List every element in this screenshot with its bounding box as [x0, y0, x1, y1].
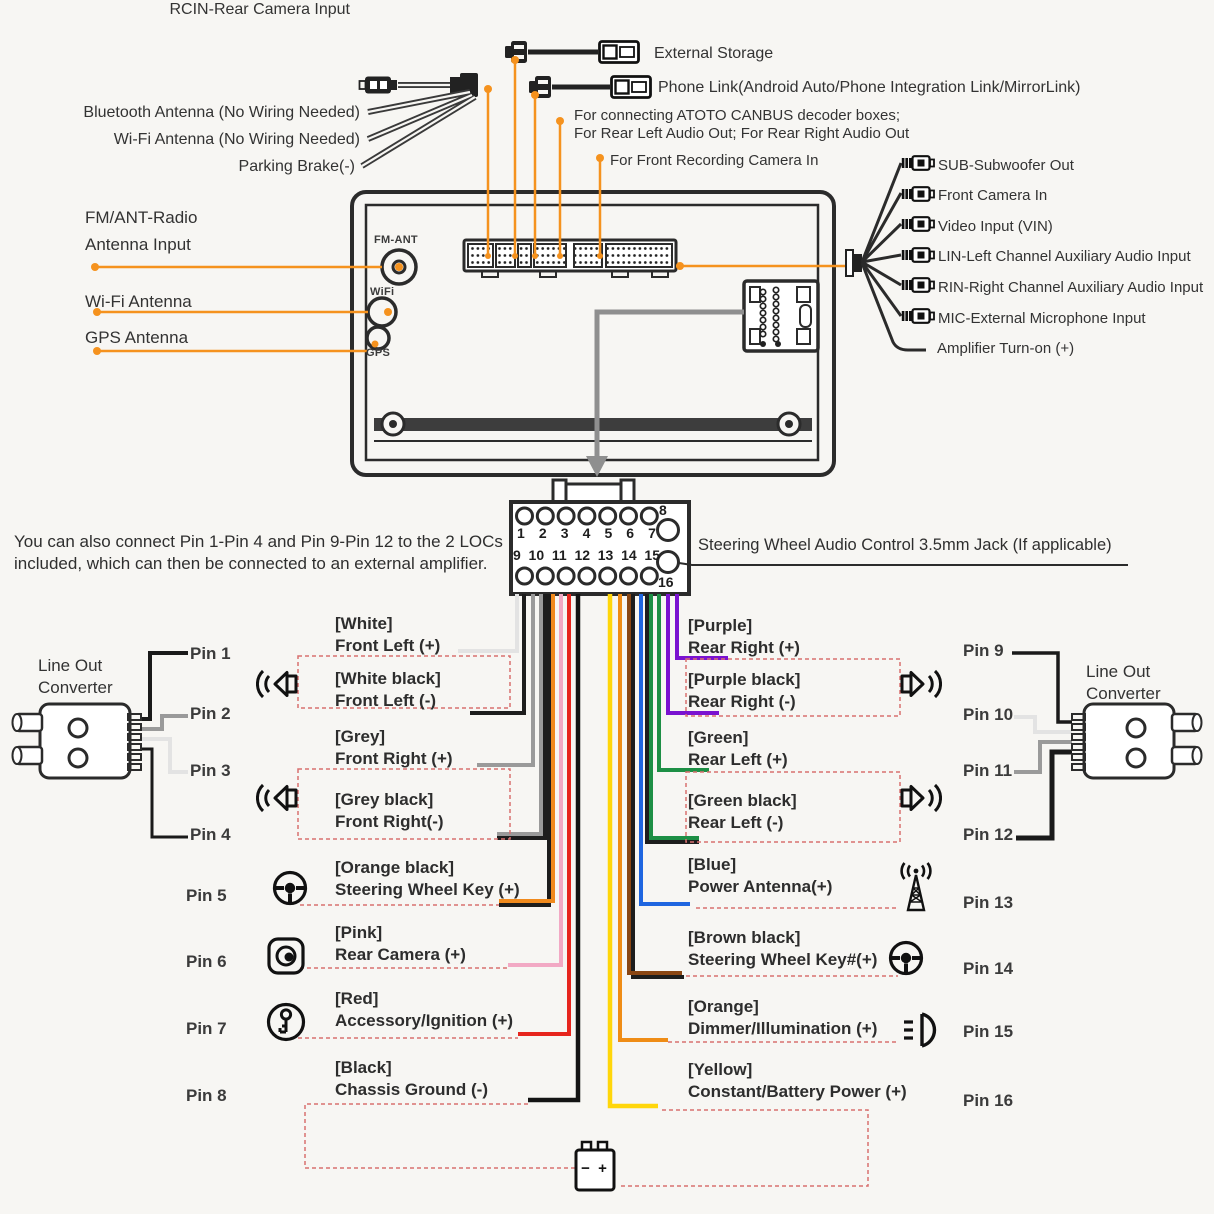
pin-1-label: Pin 1	[190, 644, 231, 663]
rcin-label: RCIN-Rear Camera Input	[169, 1, 350, 18]
rear-camera-icon	[269, 939, 303, 973]
rca-fan	[846, 156, 934, 350]
pin-number-row-2	[513, 547, 660, 563]
video-input-label: Video Input (VIN)	[938, 218, 1053, 235]
sub-out-label: SUB-Subwoofer Out	[938, 157, 1074, 174]
pin-number: 1	[517, 525, 525, 541]
pin-number: 5	[604, 525, 613, 541]
fm-ant-label-line1: FM/ANT-Radio	[85, 208, 198, 227]
pin-number: 2	[538, 525, 547, 541]
wire-grey-label: [Grey] Front Right (+)	[335, 727, 453, 768]
wire-pink-label: [Pink] Rear Camera (+)	[335, 923, 466, 964]
pin-number: 9	[513, 547, 521, 563]
line-out-converter-left-label: Line Out	[38, 656, 103, 675]
pin-5-label: Pin 5	[186, 886, 227, 905]
external-storage-label: External Storage	[654, 45, 774, 62]
phone-link-label: Phone Link(Android Auto/Phone Integration Link/MirrorLink)	[658, 79, 1081, 96]
dimmer-headlight-icon	[904, 1014, 934, 1046]
wire-orange-label: [Orange] Dimmer/Illumination (+)	[688, 997, 878, 1038]
wire-green-label: [Green] Rear Left (+)	[688, 728, 788, 769]
wire-red-label: [Red] Accessory/Ignition (+)	[335, 989, 514, 1030]
wire-blue-label: [Blue] Power Antenna(+)	[688, 855, 833, 896]
harness-cable	[586, 312, 744, 477]
phone-link-cable	[529, 76, 651, 98]
pin-6-label: Pin 6	[186, 952, 227, 971]
pin-4-label: Pin 4	[190, 825, 231, 844]
wire-orange-black-label: [Orange black] Steering Wheel Key (+)	[335, 858, 520, 899]
wire-white-black-label: [White black] Front Left (-)	[335, 669, 441, 710]
pin-2-label: Pin 2	[190, 704, 231, 723]
pin-9-label: Pin 9	[963, 641, 1004, 660]
pin-15-label: Pin 15	[963, 1022, 1014, 1041]
bluetooth-antenna-label: Bluetooth Antenna (No Wiring Needed)	[83, 104, 360, 121]
pin-number: 14	[621, 547, 637, 563]
rear-connector-strip	[464, 240, 676, 277]
pin-16-label: Pin 16	[963, 1091, 1014, 1110]
wire-grey-black-label: [Grey black] Front Right(-)	[335, 790, 444, 831]
pin-number: 6	[626, 525, 635, 541]
pin-8-label: Pin 8	[186, 1086, 227, 1105]
wire-yellow-label: [Yellow] Constant/Battery Power (+)	[688, 1060, 907, 1101]
front-recording-label: For Front Recording Camera In	[610, 152, 819, 169]
wire-green-black-label: [Green black] Rear Left (-)	[688, 791, 797, 832]
battery-terminals-label: − +	[581, 1160, 609, 1177]
ignition-key-icon	[269, 1005, 304, 1040]
pin-number: 12	[574, 547, 591, 563]
pin-10-label: Pin 10	[963, 705, 1014, 724]
pin-13-label: Pin 13	[963, 893, 1014, 912]
harness-socket	[744, 281, 818, 351]
pin-14-label: Pin 14	[963, 959, 1014, 978]
pin-number: 7	[648, 525, 656, 541]
canbus-label-line2: For Rear Left Audio Out; For Rear Right Audio Out	[574, 125, 910, 142]
pin-number: 10	[528, 547, 545, 563]
gps-antenna-label: GPS Antenna	[85, 328, 189, 347]
pin-number-row-1	[517, 525, 656, 541]
external-storage-cable	[505, 41, 639, 63]
line-out-converter-right-label: Line Out	[1086, 662, 1151, 681]
wifi-antenna-nowiring-label: Wi-Fi Antenna (No Wiring Needed)	[113, 131, 360, 148]
swc-jack-label: Steering Wheel Audio Control 3.5mm Jack (If applicable)	[698, 536, 1112, 554]
pin-11-label: Pin 11	[963, 761, 1013, 780]
pin-7-label: Pin 7	[186, 1019, 227, 1038]
fm-ant-port-label: FM-ANT	[374, 234, 418, 246]
rin-aux-label: RIN-Right Channel Auxiliary Audio Input	[938, 279, 1204, 296]
pin-number: 3	[560, 525, 569, 541]
canbus-label-line1: For connecting ATOTO CANBUS decoder boxes;	[574, 107, 900, 124]
wifi-port-label: WiFi	[370, 286, 395, 298]
wire-white-label: [White] Front Left (+)	[335, 614, 441, 655]
lin-aux-label: LIN-Left Channel Auxiliary Audio Input	[938, 248, 1191, 265]
pin-number-8: 8	[659, 502, 667, 518]
wire-purple-black-label: [Purple black] Rear Right (-)	[688, 670, 801, 711]
wire-black-label: [Black] Chassis Ground (-)	[335, 1058, 489, 1099]
loc-note-line2: included, which can then be connected to an external amplifier.	[14, 554, 488, 573]
rcin-cable-bundle	[360, 73, 479, 166]
front-camera-in-label: Front Camera In	[938, 187, 1048, 204]
fm-ant-label-line2: Antenna Input	[85, 235, 191, 254]
mic-input-label: MIC-External Microphone Input	[938, 310, 1146, 327]
parking-brake-label: Parking Brake(-)	[238, 158, 355, 175]
pin-3-label: Pin 3	[190, 761, 231, 780]
wire-purple-label: [Purple] Rear Right (+)	[688, 616, 800, 657]
line-out-converter-right-label2: Converter	[1086, 684, 1161, 703]
amplifier-turn-on-label: Amplifier Turn-on (+)	[937, 340, 1075, 357]
wire-brown-black-label: [Brown black] Steering Wheel Key#(+)	[688, 928, 878, 969]
pin-number: 4	[582, 525, 591, 541]
pin-number: 11	[551, 547, 567, 563]
pin-12-label: Pin 12	[963, 825, 1014, 844]
wifi-antenna-label: Wi-Fi Antenna	[85, 292, 192, 311]
power-antenna-icon	[902, 863, 931, 910]
loc-note-line1: You can also connect Pin 1-Pin 4 and Pin 9-Pin 12 to the 2 LOCs	[14, 532, 503, 551]
line-out-converter-left-label2: Converter	[38, 678, 113, 697]
gps-port-label: GPS	[366, 347, 391, 359]
pin-number-16: 16	[658, 574, 674, 590]
pin-number: 13	[597, 547, 614, 563]
pin-number: 15	[644, 547, 660, 563]
